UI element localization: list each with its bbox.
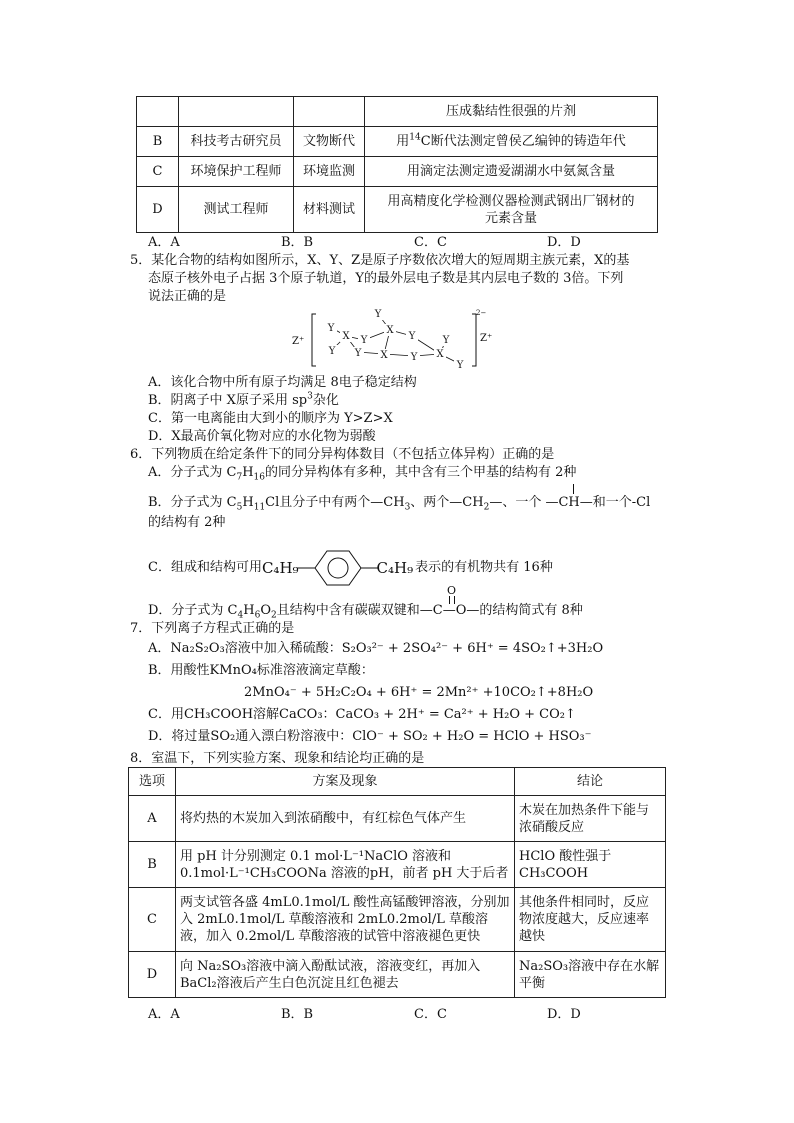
q4-task-cell: 材料测试	[294, 187, 365, 233]
cation-z-left: Z⁺	[292, 336, 305, 347]
q6-b-part: H	[242, 495, 254, 510]
q4-desc-cell	[365, 127, 658, 157]
choice-c: C．C	[414, 235, 447, 250]
carbonyl-o: O	[447, 584, 457, 597]
q6-d-sub: 2	[271, 610, 277, 621]
atom-y: Y	[408, 331, 416, 342]
q7-stem: 7．下列离子方程式正确的是	[130, 621, 295, 636]
q4-role-cell: 环境保护工程师	[179, 157, 294, 187]
atom-y: Y	[410, 352, 418, 363]
q7-option-c: C．用CH₃COOH溶解CaCO₃：CaCO₃ + 2H⁺ = Ca²⁺ + H₂O + CO₂↑	[148, 707, 576, 722]
atom-y: Y	[456, 360, 464, 371]
q4-opt-cell	[137, 97, 179, 127]
q6-d-sub: 4	[237, 610, 244, 621]
q4-role-cell: 科技考古研究员	[179, 127, 294, 157]
choice-b: B．B	[281, 235, 314, 250]
q5-option-c: C．第一电离能由大到小的顺序为 Y>Z>X	[148, 411, 393, 426]
q7-option-b: B．用酸性KMnO₄标准溶液滴定草酸：	[148, 663, 374, 678]
q4-task-cell: 文物断代	[294, 127, 365, 157]
q6-a-sub: 7	[236, 472, 243, 483]
q8-table	[128, 767, 666, 998]
q6-b-sub: 2	[483, 502, 490, 513]
q6-option-b	[148, 494, 650, 512]
q7-option-b-equation: 2MnO₄⁻ + 5H₂C₂O₄ + 6H⁺ = 2Mn²⁺ +10CO₂↑+8H₂O	[244, 685, 594, 700]
q4-opt-cell: D	[137, 187, 179, 233]
q6-stem: 6．下列物质在给定条件下的同分异构体数目（不包括立体异构）正确的是	[130, 447, 555, 462]
c4h9-right: C₄H₉	[376, 559, 414, 577]
q4-table	[136, 96, 658, 233]
q5-stem-line3: 说法正确的是	[148, 289, 227, 304]
atom-y: Y	[360, 335, 368, 346]
q8-opt-cell: C	[129, 888, 176, 952]
atom-x: X	[436, 349, 444, 360]
cation-z-right: Z⁺	[480, 333, 493, 344]
q6-b-sub: 11	[253, 502, 266, 513]
ch-vertical-bond	[573, 484, 574, 494]
q5-option-d: D．X最高价氧化物对应的水化物为弱酸	[148, 429, 376, 444]
q6-b-part: Cl且分子中有两个—CH	[265, 495, 405, 510]
q4-desc-sup: 14	[409, 132, 421, 143]
choice-d: D．D	[547, 235, 581, 250]
q5-option-b-post: 杂化	[312, 393, 339, 408]
choice-a: A．A	[148, 235, 180, 250]
q8-conclusion-cell: 其他条件相同时，反应物浓度越大，反应速率越快	[515, 888, 666, 952]
q5-structure-diagram	[290, 306, 500, 376]
q7-option-a: A．Na₂S₂O₃溶液中加入稀硫酸：S₂O₃²⁻ + 2SO₄²⁻ + 6H⁺ = 4SO₂↑+3H₂O	[148, 641, 604, 656]
q5-stem-line1: 5．某化合物的结构如图所示，X、Y、Z是原子序数依次增大的短周期主族元素，X的基	[130, 253, 630, 268]
q6-d-sub: 6	[254, 610, 261, 621]
q4-desc-cell: 压成黏结性很强的片剂	[365, 97, 658, 127]
anion-charge: 2−	[476, 309, 487, 317]
q4-role-cell	[179, 97, 294, 127]
ester-fragment: —C—O—	[419, 603, 480, 618]
atom-y: Y	[374, 309, 382, 320]
q7-option-d: D．将过量SO₂通入漂白粉溶液中：ClO⁻ + SO₂ + H₂O = HClO + HSO₃⁻	[148, 729, 592, 744]
q6-d-part: H	[243, 603, 255, 618]
q4-opt-cell: C	[137, 157, 179, 187]
q6-option-d	[148, 602, 583, 620]
atom-y: Y	[354, 348, 362, 359]
q8-plan-cell: 向 Na₂SO₃溶液中滴入酚酞试液，溶液变红，再加入 BaCl₂溶液后产生白色沉淀且红色褪去	[176, 952, 515, 998]
q6-a-sub: 16	[253, 472, 265, 483]
q6-d-part: D．分子式为 C	[148, 603, 238, 618]
q8-conclusion-cell: 木炭在加热条件下能与浓硝酸反应	[515, 796, 666, 842]
q6-option-b-line2: 的结构有 2种	[148, 515, 226, 530]
q6-a-part: 的同分异构体有多种，其中含有三个甲基的结构有 2种	[265, 465, 577, 480]
q4-desc-pre: 用	[396, 134, 410, 149]
q8-opt-cell: D	[129, 952, 176, 998]
choice-d: D．D	[547, 1007, 581, 1022]
atom-y: Y	[327, 323, 335, 334]
q4-role-cell: 测试工程师	[179, 187, 294, 233]
q6-d-part: 的结构简式有 8种	[479, 603, 583, 618]
q4-desc-post: C断代法测定曾侯乙编钟的铸造年代	[420, 134, 626, 149]
q8-plan-cell: 将灼热的木炭加入到浓硝酸中，有红棕色气体产生	[176, 796, 515, 842]
q5-option-b	[148, 392, 339, 410]
q6-option-c	[148, 548, 553, 588]
q8-plan-cell: 用 pH 计分别测定 0.1 mol·L⁻¹NaClO 溶液和 0.1mol·L⁻¹CH₃COONa 溶液的pH，前者 pH 大于后者	[176, 842, 515, 888]
q6-b-part: B．分子式为 C	[148, 495, 237, 510]
q6-b-part: —、一个 —CH—和一个-Cl	[489, 495, 651, 510]
q6-option-a	[148, 464, 576, 482]
q6-b-sub: 5	[236, 502, 243, 513]
c4h9-left: C₄H₉	[261, 559, 299, 577]
q8-header-option: 选项	[129, 768, 176, 796]
q6-c-pre: C．组成和结构可用	[148, 560, 262, 575]
q6-a-part: A．分子式为 C	[148, 465, 237, 480]
q6-b-part: 、两个—CH	[410, 495, 484, 510]
q6-d-part: 且结构中含有碳碳双键和	[276, 603, 420, 618]
choice-b: B．B	[281, 1007, 314, 1022]
q8-plan-cell: 两支试管各盛 4mL0.1mol/L 酸性高锰酸钾溶液，分别加入 2mL0.1mol/L 草酸溶液和 2mL0.2mol/L 草酸溶液，加入 0.2mol/L 草酸溶液的试管中溶液褪色更快	[176, 888, 515, 952]
q8-opt-cell: A	[129, 796, 176, 842]
atom-x: X	[386, 325, 394, 336]
q4-task-cell	[294, 97, 365, 127]
choice-a: A．A	[148, 1007, 180, 1022]
q6-a-part: H	[242, 465, 254, 480]
q8-conclusion-cell: HClO 酸性强于 CH₃COOH	[515, 842, 666, 888]
q4-task-cell: 环境监测	[294, 157, 365, 187]
atom-y: Y	[442, 335, 450, 346]
benzene-ring-icon	[297, 548, 379, 588]
q5-option-b-sup: 3	[307, 391, 313, 402]
atom-x: X	[380, 350, 388, 361]
atom-x: X	[342, 331, 350, 342]
q4-opt-cell: B	[137, 127, 179, 157]
q8-choices	[148, 1006, 581, 1024]
q5-option-a: A．该化合物中所有原子均满足 8电子稳定结构	[148, 375, 417, 390]
q4-choices	[148, 234, 581, 252]
q8-stem: 8．室温下，下列实验方案、现象和结论均正确的是	[130, 751, 425, 766]
q6-d-part: O	[260, 603, 271, 618]
q5-option-b-pre: B．阴离子中 X原子采用 sp	[148, 393, 308, 408]
q8-header-plan: 方案及现象	[176, 768, 515, 796]
q8-conclusion-cell: Na₂SO₃溶液中存在水解平衡	[515, 952, 666, 998]
choice-c: C．C	[414, 1007, 447, 1022]
q8-opt-cell: B	[129, 842, 176, 888]
q4-desc-cell: 用高精度化学检测仪器检测武钢出厂钢材的元素含量	[365, 187, 658, 233]
q4-desc-cell: 用滴定法测定遗爱湖湖水中氨氮含量	[365, 157, 658, 187]
q6-b-sub: 3	[404, 502, 411, 513]
q8-header-conclusion: 结论	[515, 768, 666, 796]
atom-y: Y	[328, 346, 336, 357]
q5-stem-line2: 态原子核外电子占据 3个原子轨道，Y的最外层电子数是其内层电子数的 3倍。下列	[148, 271, 624, 286]
q6-c-post: 表示的有机物共有 16种	[415, 560, 553, 575]
